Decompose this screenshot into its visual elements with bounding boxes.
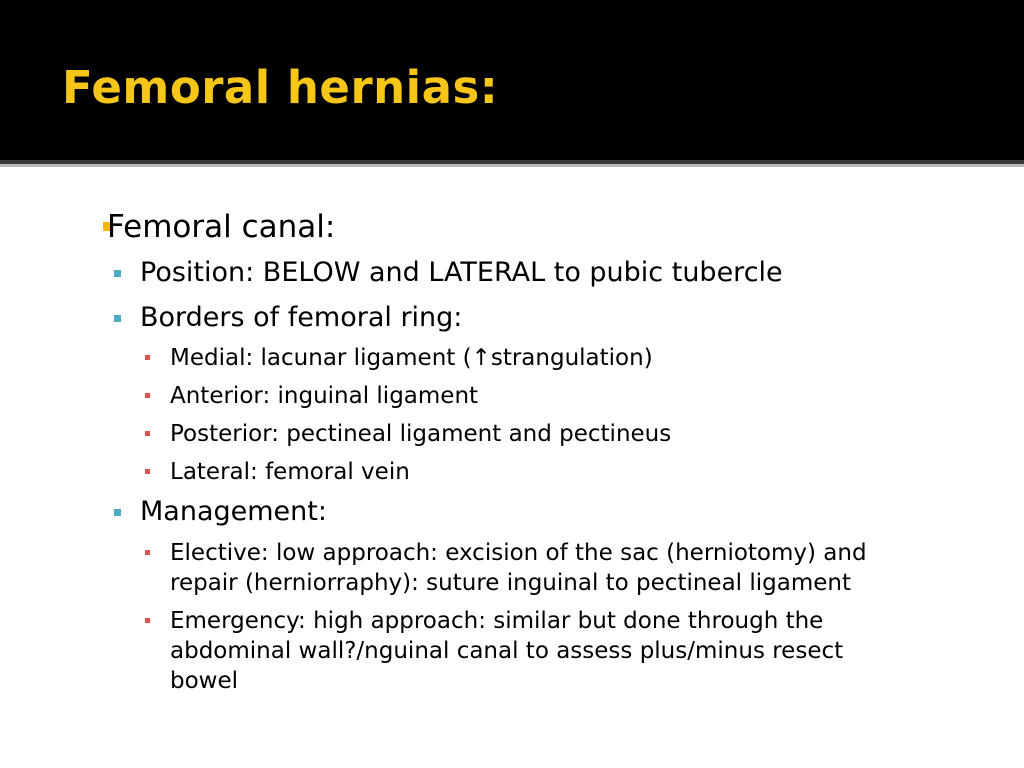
level2-bullet-icon [114,270,121,277]
elective-line-1: Elective: low approach: excision of the sac (herniotomy) and [170,540,867,566]
emergency-line-1: Emergency: high approach: similar but done through the [170,608,824,634]
slide-title: Femoral hernias: [62,61,499,114]
management-elective-item [170,538,970,598]
femoral-canal-heading: Femoral canal: [107,209,336,245]
level3-bullet-icon [145,469,150,474]
management-emergency-item [170,606,970,696]
level3-bullet-icon [145,355,150,360]
border-item-medial: Medial: lacunar ligament (↑strangulation) [170,345,653,371]
level3-bullet-icon [145,550,150,555]
border-item-lateral: Lateral: femoral vein [170,459,410,485]
position-item: Position: BELOW and LATERAL to pubic tubercle [140,257,783,288]
level2-bullet-icon [114,509,121,516]
level2-bullet-icon [114,315,121,322]
management-heading: Management: [140,496,327,527]
border-item-anterior: Anterior: inguinal ligament [170,383,479,409]
emergency-line-3: bowel [170,668,239,694]
borders-heading: Borders of femoral ring: [140,302,463,333]
emergency-line-2: abdominal wall?/nguinal canal to assess plus/minus resect [170,638,844,664]
level3-bullet-icon [145,618,150,623]
elective-line-2: repair (herniorraphy): suture inguinal to pectineal ligament [170,570,851,596]
level3-bullet-icon [145,393,150,398]
border-item-posterior: Posterior: pectineal ligament and pectineus [170,421,672,447]
level3-bullet-icon [145,431,150,436]
